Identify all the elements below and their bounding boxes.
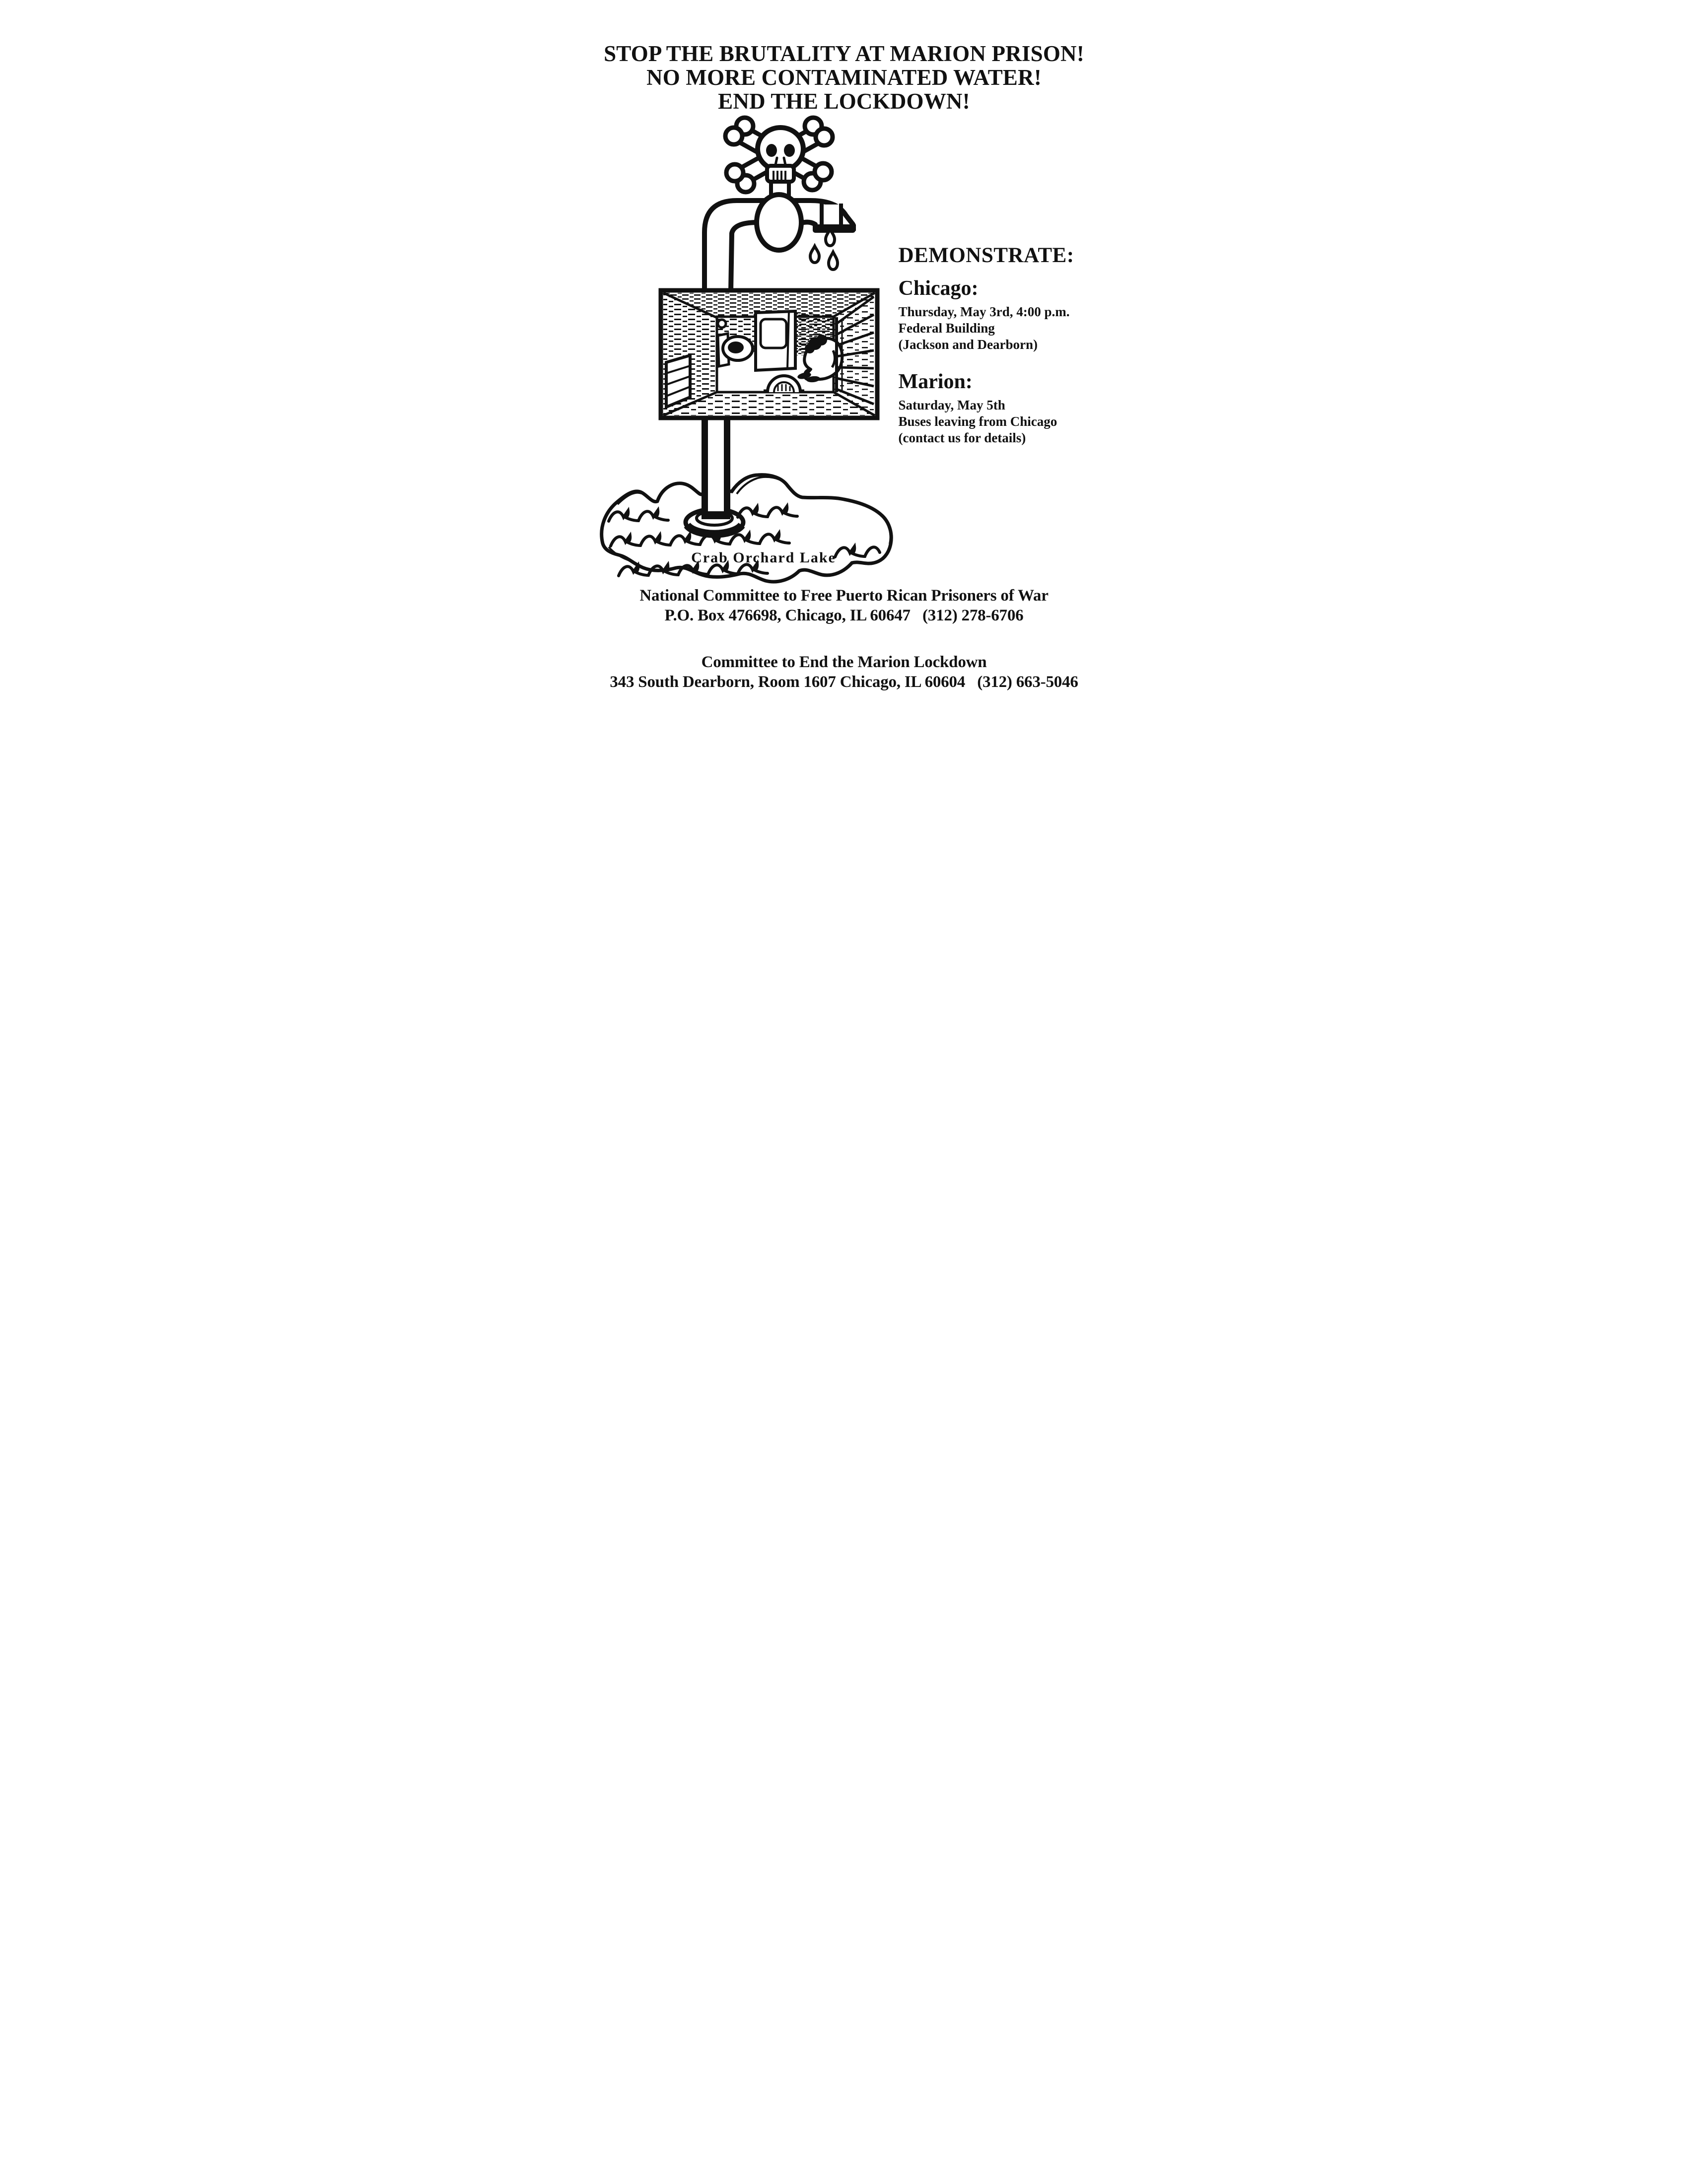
marion-event bbox=[899, 370, 1107, 446]
lake-illustration bbox=[601, 475, 891, 582]
marion-event-date: Saturday, May 5th bbox=[898, 398, 1005, 412]
chicago-event-location-note: (Jackson and Dearborn) bbox=[898, 337, 1038, 352]
chicago-event bbox=[899, 276, 1107, 353]
lake-label: Crab Orchard Lake bbox=[691, 549, 836, 566]
committee-2 bbox=[563, 652, 1125, 692]
demonstrate-heading: DEMONSTRATE: bbox=[898, 244, 1074, 267]
headline-line-2: NO MORE CONTAMINATED WATER! bbox=[646, 65, 1042, 90]
committee-1-address: P.O. Box 476698, Chicago, IL 60647 (312) 278-6706 bbox=[664, 607, 1024, 624]
marion-event-buses: Buses leaving from Chicago bbox=[898, 414, 1057, 429]
chicago-event-datetime: Thursday, May 3rd, 4:00 p.m. bbox=[898, 304, 1070, 319]
headline-line-3: END THE LOCKDOWN! bbox=[718, 89, 970, 114]
chicago-event-title: Chicago: bbox=[898, 277, 979, 300]
skull-crossbones-icon bbox=[725, 118, 833, 202]
marion-event-title: Marion: bbox=[898, 370, 973, 393]
committee-1-name: National Committee to Free Puerto Rican Prisoners of War bbox=[639, 587, 1049, 605]
prison-cell-illustration bbox=[661, 290, 877, 418]
faucet-illustration bbox=[704, 118, 856, 292]
flyer-page bbox=[563, 0, 1125, 728]
chicago-event-details bbox=[899, 304, 1107, 353]
committee-2-name: Committee to End the Marion Lockdown bbox=[701, 653, 987, 671]
demonstrations-panel bbox=[899, 243, 1107, 446]
water-drop-icons bbox=[810, 229, 838, 270]
faucet-valve-ball bbox=[757, 195, 801, 250]
cell-window bbox=[666, 355, 690, 407]
committee-2-address: 343 South Dearborn, Room 1607 Chicago, IL 60604 (312) 663-5046 bbox=[610, 673, 1078, 691]
headline-line-1: STOP THE BRUTALITY AT MARION PRISON! bbox=[604, 41, 1084, 66]
chicago-event-place: Federal Building bbox=[898, 321, 995, 336]
marion-event-details bbox=[899, 397, 1107, 446]
committee-1 bbox=[563, 586, 1125, 625]
marion-event-contact-note: (contact us for details) bbox=[898, 430, 1026, 445]
